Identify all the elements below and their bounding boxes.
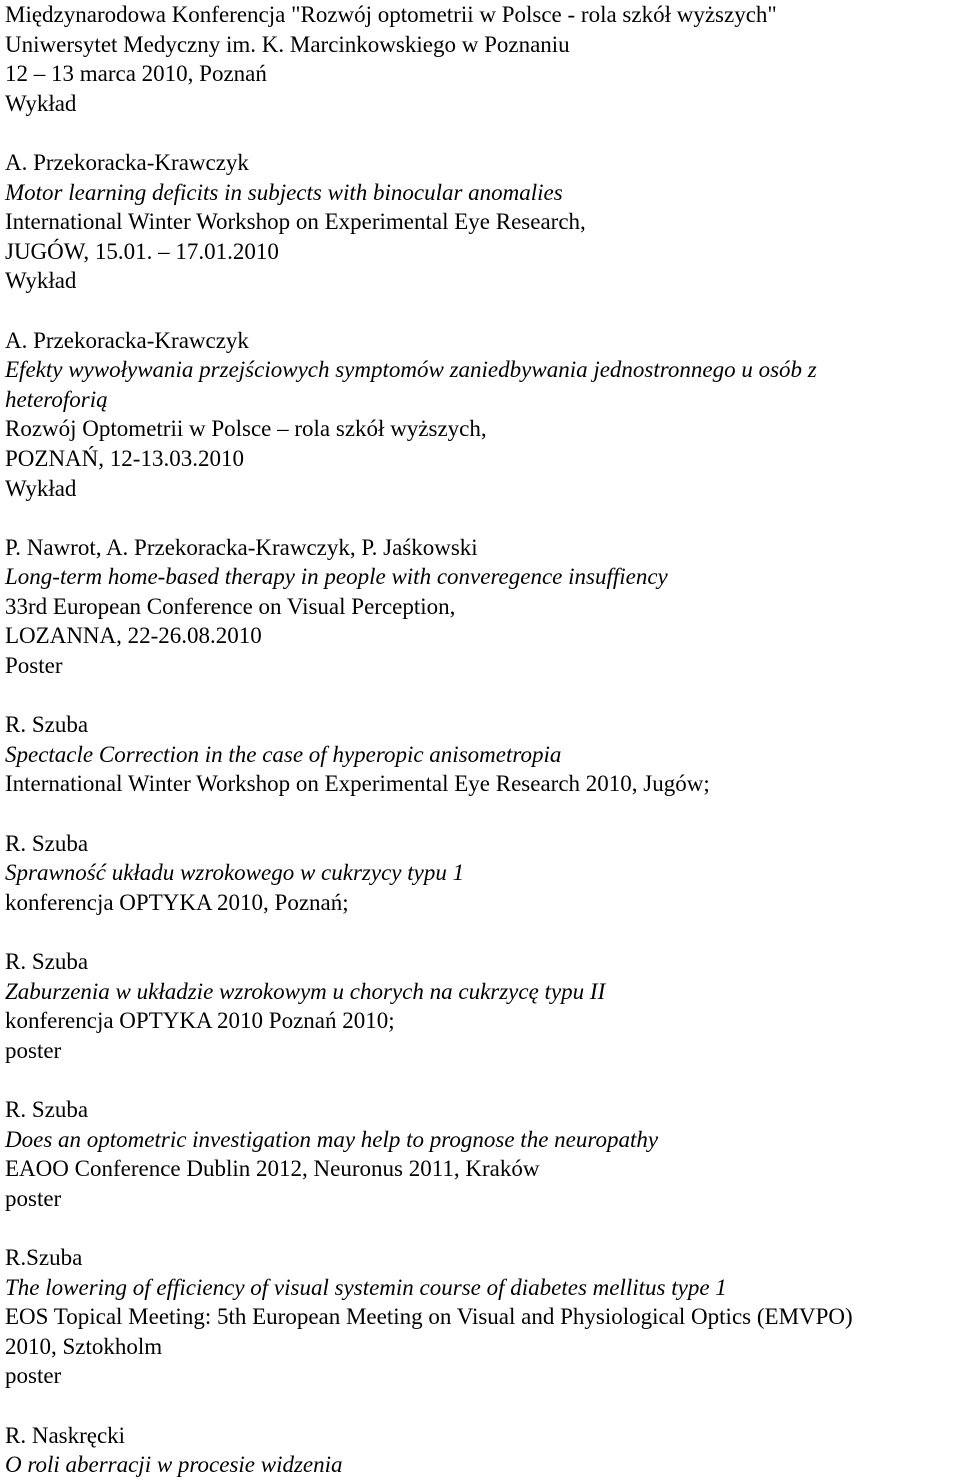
entry-venue: International Winter Workshop on Experimental Eye Research 2010, Jugów; <box>5 771 710 797</box>
publication-entry <box>5 1243 960 1391</box>
presentation-type: Wykład <box>5 475 77 501</box>
entry-venue-date: LOZANNA, 22-26.08.2010 <box>5 623 262 649</box>
publication-entry <box>5 947 960 1065</box>
conference-entry <box>5 0 960 118</box>
publication-entry <box>5 1095 960 1213</box>
entry-venue: 33rd European Conference on Visual Perception, <box>5 593 456 619</box>
entry-title: Long-term home-based therapy in people with converegence insuffiency <box>5 564 668 590</box>
entry-author: R. Szuba <box>5 830 89 856</box>
entry-title: Zaburzenia w układzie wzrokowym u chorych na cukrzycę typu II <box>5 978 606 1004</box>
entry-author: P. Nawrot, A. Przekoracka-Krawczyk, P. Jaśkowski <box>5 534 478 560</box>
publication-entry <box>5 829 960 918</box>
entry-title: Sprawność układu wzrokowego w cukrzycy typu 1 <box>5 860 465 886</box>
conference-university: Uniwersytet Medyczny im. K. Marcinkowskiego w Poznaniu <box>5 31 570 57</box>
entry-author: A. Przekoracka-Krawczyk <box>5 327 249 353</box>
entry-venue: Rozwój Optometrii w Polsce – rola szkół wyższych, <box>5 416 487 442</box>
entry-title: Does an optometric investigation may help to prognose the neuropathy <box>5 1126 659 1152</box>
entry-venue: konferencja OPTYKA 2010 Poznań 2010; <box>5 1008 395 1034</box>
presentation-type: poster <box>5 1185 62 1211</box>
presentation-type: Poster <box>5 653 63 679</box>
entry-title: Efekty wywoływania przejściowych symptomów zaniedbywania jednostronnego u osób z <box>5 357 817 383</box>
entry-venue: International Winter Workshop on Experimental Eye Research, <box>5 209 586 235</box>
entry-venue-date: JUGÓW, 15.01. – 17.01.2010 <box>5 238 279 264</box>
entry-title: The lowering of efficiency of visual systemin course of diabetes mellitus type 1 <box>5 1274 727 1300</box>
entry-author: R. Naskręcki <box>5 1422 126 1448</box>
entry-author: R.Szuba <box>5 1244 83 1270</box>
entry-author: R. Szuba <box>5 1096 89 1122</box>
publication-entry <box>5 1421 960 1480</box>
entry-title: Spectacle Correction in the case of hyperopic anisometropia <box>5 741 562 767</box>
presentation-type: Wykład <box>5 90 77 116</box>
entry-title: Motor learning deficits in subjects with binocular anomalies <box>5 179 563 205</box>
entry-author: R. Szuba <box>5 949 89 974</box>
entry-venue: EAOO Conference Dublin 2012, Neuronus 2011, Kraków <box>5 1156 540 1182</box>
conference-date: 12 – 13 marca 2010, Poznań <box>5 61 267 87</box>
presentation-type: poster <box>5 1037 62 1063</box>
entry-venue-date: 2010, Sztokholm <box>5 1333 163 1359</box>
entry-title: O roli aberracji w procesie widzenia <box>5 1452 343 1478</box>
entry-author: R. Szuba <box>5 712 89 738</box>
conference-title: Międzynarodowa Konferencja "Rozwój optometrii w Polsce - rola szkół wyższych" <box>5 2 777 27</box>
presentation-type: Wykład <box>5 268 77 294</box>
entry-venue: konferencja OPTYKA 2010, Poznań; <box>5 889 349 915</box>
publication-entry <box>5 533 960 681</box>
entry-venue-date: POZNAŃ, 12-13.03.2010 <box>5 445 244 471</box>
entry-venue: EOS Topical Meeting: 5th European Meeting on Visual and Physiological Optics (EMVPO) <box>5 1304 853 1330</box>
publication-entry <box>5 710 960 799</box>
entry-title-continued: heteroforią <box>5 386 108 412</box>
publication-entry <box>5 148 960 296</box>
document-page <box>5 0 960 1480</box>
publication-entry <box>5 326 960 504</box>
presentation-type: poster <box>5 1363 62 1389</box>
entry-author: A. Przekoracka-Krawczyk <box>5 149 249 175</box>
